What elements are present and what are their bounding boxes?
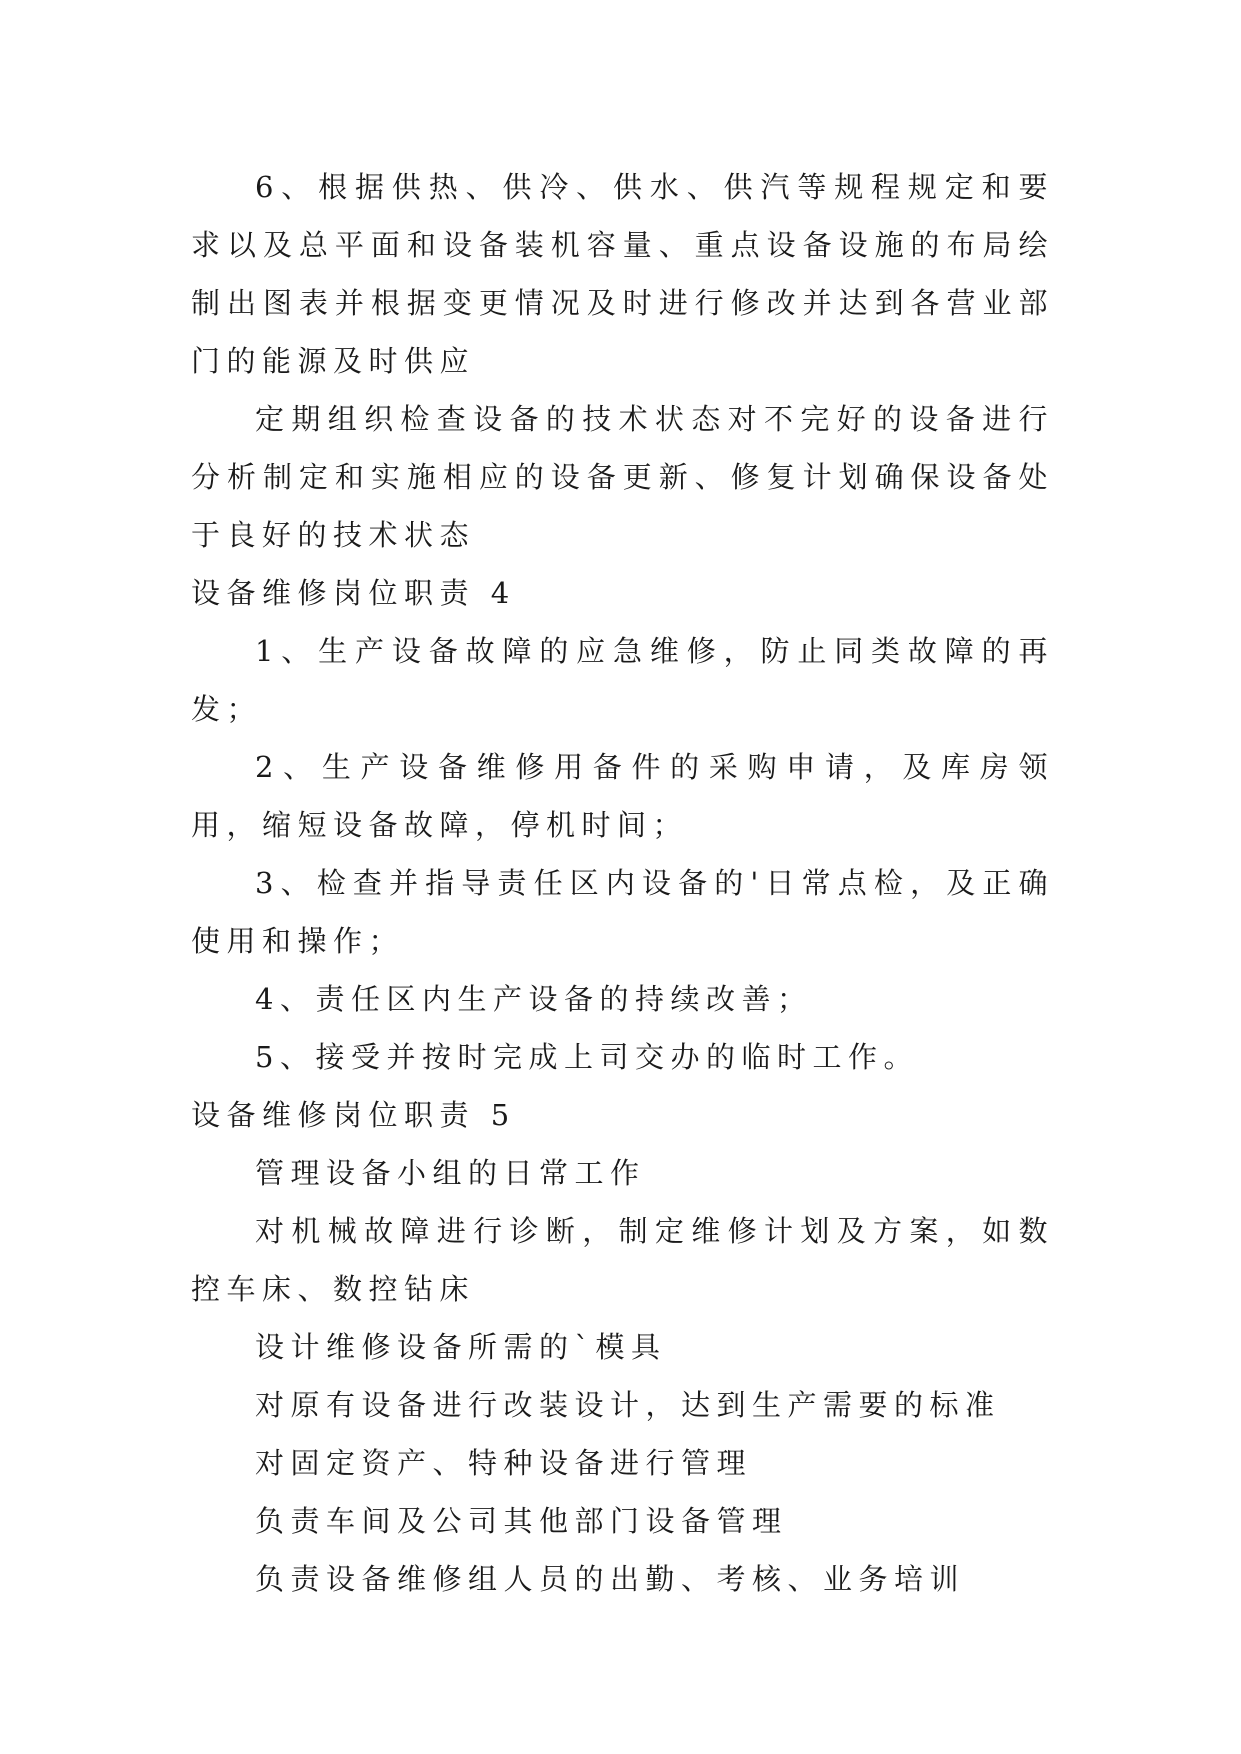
- paragraph-duty-5-5: 对固定资产、特种设备进行管理: [255, 1446, 753, 1480]
- paragraph-item-6-supply: 6、根据供热、供冷、供水、供汽等规程规定和要求以及总平面和设备装机容量、重点设备设施的布局绘制出图表并根据变更情况及时进行修改并达到各营业部门的能源及时供应: [191, 170, 1054, 378]
- section-heading-4: 设备维修岗位职责 4: [191, 576, 516, 610]
- paragraph-duty-5-6: 负责车间及公司其他部门设备管理: [255, 1504, 788, 1538]
- paragraph-equipment-inspection: 定期组织检查设备的技术状态对不完好的设备进行分析制定和实施相应的设备更新、修复计划确保设备处于良好的技术状态: [191, 402, 1054, 552]
- paragraph-duty-5-1: 管理设备小组的日常工作: [255, 1156, 646, 1190]
- document-body: [191, 158, 1054, 1608]
- paragraph-duty-5-4: 对原有设备进行改装设计，达到生产需要的标准: [255, 1388, 1001, 1422]
- paragraph-duty-4-3: 3、检查并指导责任区内设备的'日常点检，及正确使用和操作；: [191, 866, 1054, 958]
- paragraph-duty-4-5: 5、接受并按时完成上司交办的临时工作。: [255, 1040, 919, 1074]
- paragraph-duty-5-2: 对机械故障进行诊断，制定维修计划及方案，如数控车床、数控钻床: [191, 1214, 1054, 1306]
- paragraph-duty-5-7: 负责设备维修组人员的出勤、考核、业务培训: [255, 1562, 966, 1596]
- paragraph-duty-4-2: 2、生产设备维修用备件的采购申请，及库房领用，缩短设备故障，停机时间；: [191, 750, 1054, 842]
- section-heading-5: 设备维修岗位职责 5: [191, 1098, 516, 1132]
- paragraph-duty-4-1: 1、生产设备故障的应急维修，防止同类故障的再发；: [191, 634, 1054, 726]
- paragraph-duty-5-3: 设计维修设备所需的`模具: [255, 1330, 667, 1364]
- paragraph-duty-4-4: 4、责任区内生产设备的持续改善；: [255, 982, 813, 1016]
